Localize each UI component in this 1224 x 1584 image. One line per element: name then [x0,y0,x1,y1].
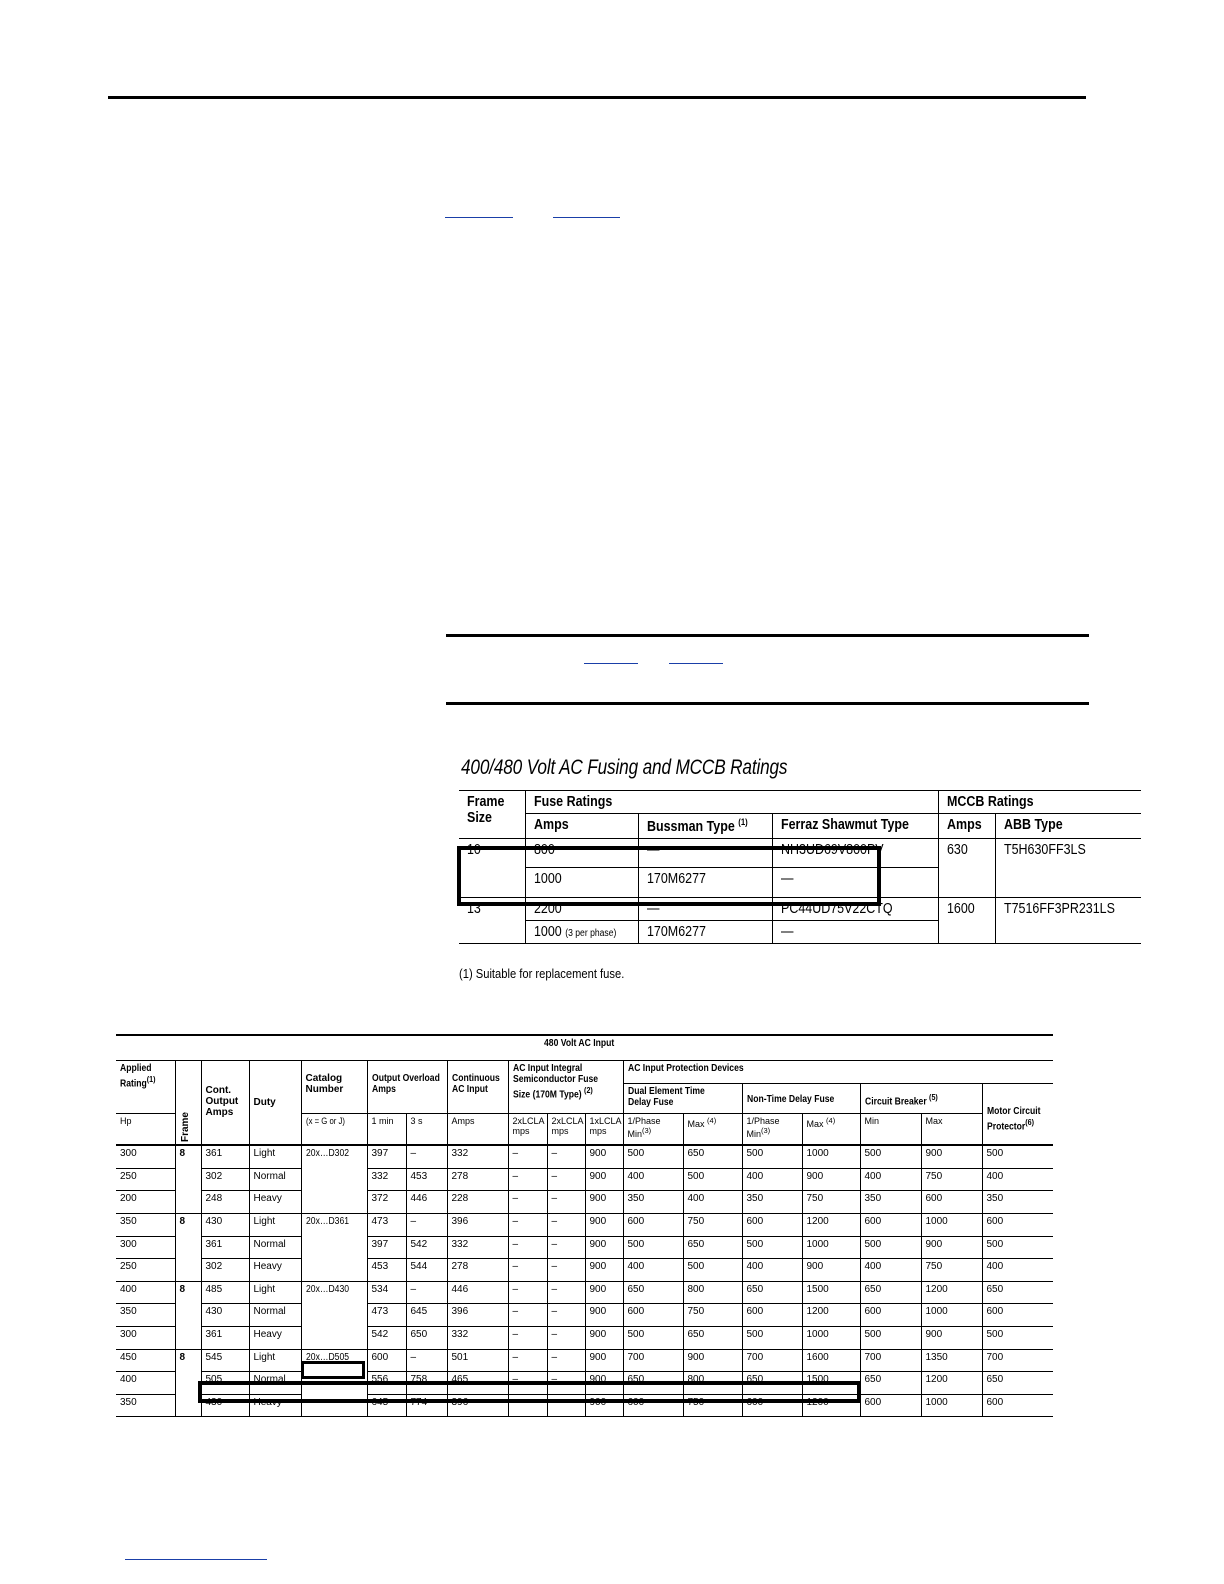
one-min-cell: 534 [367,1281,406,1304]
one-min-cell: 332 [367,1168,406,1191]
nontime-min-cell: 400 [742,1259,802,1282]
abb-type-header: ABB Type [995,814,1140,839]
catalog-subheader: (x = G or J) [301,1114,367,1146]
ac-input-cell: 501 [447,1349,508,1372]
dual-max-cell: 400 [683,1191,742,1214]
hp-cell: 200 [116,1191,175,1214]
frame-cell: 8 [175,1213,201,1281]
amps-subheader: Amps [447,1114,508,1146]
lcla2b-cell: – [547,1281,585,1304]
lcla2b-cell: – [547,1213,585,1236]
one-min-cell: 453 [367,1259,406,1282]
cb-max-cell: 1350 [921,1349,982,1372]
bussman-cell: 170M6277 [638,868,772,898]
lcla1-cell: 900 [585,1213,623,1236]
three-s-cell: 544 [406,1259,447,1282]
bussman-type-header: Bussman Type $^{(1)}$ [638,814,772,839]
dual-max-cell: 750 [683,1213,742,1236]
bussman-cell: 170M6277 [638,920,772,943]
duty-cell: Normal [249,1304,301,1327]
cb-min-cell: 700 [860,1349,921,1372]
dual-min-cell: 650 [623,1281,683,1304]
lcla1-cell: 900 [585,1349,623,1372]
lcla2b-cell: – [547,1168,585,1191]
three-s-cell: 453 [406,1168,447,1191]
cb-max-cell: 900 [921,1326,982,1349]
duty-cell: Light [249,1281,301,1304]
table1-footnote: (1) Suitable for replacement fuse. [459,966,625,981]
three-s-cell: 650 [406,1326,447,1349]
dual-min-cell: 350 [623,1191,683,1214]
lcla1-cell: 900 [585,1394,623,1417]
dual-max-subheader: Max $^{(4)}$ [683,1114,742,1146]
abb-cell: T5H630FF3LS [995,838,1140,897]
cb-min-cell: 600 [860,1213,921,1236]
ac-input-cell: 396 [447,1213,508,1236]
lcla1-cell: 900 [585,1168,623,1191]
amps-header: Amps [526,814,639,839]
three-s-cell: – [406,1281,447,1304]
dual-max-cell: 650 [683,1236,742,1259]
nontime-max-cell: 750 [802,1191,860,1214]
frame-cell: 8 [175,1349,201,1417]
nontime-max-cell: 1200 [802,1213,860,1236]
highlight-box-normal-duty-row [198,1381,861,1403]
cb-max-subheader: Max [921,1114,982,1146]
motor-circuit-header: Motor Circuit Protector$^{(6)}$ [982,1083,1053,1145]
nontime-max-cell: 1200 [802,1394,860,1417]
lcla2b-cell: – [547,1304,585,1327]
abb-cell: T7516FF3PR231LS [995,897,1140,943]
ac-input-cell: 228 [447,1191,508,1214]
hp-cell: 350 [116,1213,175,1236]
fuse-ratings-header: Fuse Ratings [526,791,939,814]
one-min-cell: 473 [367,1213,406,1236]
table2-title: 480 Volt AC Input [116,1035,1053,1061]
lcla2a-cell: – [508,1236,547,1259]
hp-cell: 350 [116,1304,175,1327]
cont-output-cell: 302 [201,1259,249,1282]
duty-cell: Heavy [249,1326,301,1349]
lcla2b-cell: – [547,1372,585,1395]
cb-max-cell: 1000 [921,1304,982,1327]
ac-input-cell: 278 [447,1259,508,1282]
lcla2a-cell: – [508,1281,547,1304]
ferraz-cell: — [772,920,938,943]
bussman-cell: — [638,838,772,868]
dual-min-cell: 600 [623,1213,683,1236]
footer-link[interactable] [125,1559,267,1560]
one-min-cell: 473 [367,1304,406,1327]
cb-max-cell: 900 [921,1145,982,1168]
ac-input-cell: 278 [447,1168,508,1191]
ac-input-cell: 332 [447,1145,508,1168]
lcla1-cell: 900 [585,1191,623,1214]
applied-rating-header: Applied Rating$^{(1)}$ [116,1061,175,1114]
nontime-max-cell: 1000 [802,1145,860,1168]
three-s-subheader: 3 s [406,1114,447,1146]
lcla2b-cell: – [547,1394,585,1417]
ac-input-ratings-table [116,1034,1053,1417]
catalog-number: 20x…D430 [305,1283,349,1295]
lcla2b-subheader: 2xLCLA mps [547,1114,585,1146]
hp-subheader: Hp [116,1114,175,1146]
hp-cell: 400 [116,1281,175,1304]
nontime-max-cell: 900 [802,1259,860,1282]
integral-fuse-header: AC Input Integral Semiconductor Fuse Size (170M Type) $^{(2)}$ [508,1061,623,1114]
nontime-min-cell: 600 [742,1394,802,1417]
frame-cell: 10 [459,838,526,897]
dual-min-cell: 400 [623,1259,683,1282]
duty-cell: Normal [249,1236,301,1259]
catalog-number-header: Catalog Number [301,1061,367,1114]
nontime-min-cell: 700 [742,1349,802,1372]
three-s-cell: 446 [406,1191,447,1214]
lcla2a-cell: – [508,1145,547,1168]
lcla2b-cell: – [547,1145,585,1168]
nontime-max-cell: 900 [802,1168,860,1191]
nontime-min-subheader: 1/Phase Min$^{(3)}$ [742,1114,802,1146]
lcla2a-cell: – [508,1191,547,1214]
nontime-min-cell: 350 [742,1191,802,1214]
one-min-cell: 372 [367,1191,406,1214]
cb-max-cell: 750 [921,1168,982,1191]
nontime-min-cell: 650 [742,1372,802,1395]
lcla2a-cell: – [508,1394,547,1417]
catalog-number: 20x…D505 [305,1351,349,1363]
one-min-subheader: 1 min [367,1114,406,1146]
cb-min-cell: 350 [860,1191,921,1214]
catalog-number: 20x…D361 [305,1215,349,1227]
nontime-max-cell: 1500 [802,1372,860,1395]
nontime-max-cell: 1000 [802,1236,860,1259]
cb-max-cell: 600 [921,1191,982,1214]
ferraz-cell: PC44UD75V22CTQ [772,897,938,920]
hp-cell: 250 [116,1259,175,1282]
nontime-min-cell: 500 [742,1236,802,1259]
note-link-1[interactable] [584,663,638,664]
table-row [116,1326,1053,1349]
mcp-cell: 650 [982,1281,1053,1304]
nontime-max-cell: 1000 [802,1326,860,1349]
lcla2b-cell: – [547,1349,585,1372]
table-row [116,1236,1053,1259]
output-overload-header: Output Overload Amps [367,1061,447,1114]
duty-header: Duty [249,1061,301,1146]
duty-cell: Normal [249,1168,301,1191]
nontime-max-subheader: Max $^{(4)}$ [802,1114,860,1146]
lcla1-cell: 900 [585,1326,623,1349]
nontime-max-cell: 1500 [802,1281,860,1304]
duty-cell: Light [249,1213,301,1236]
mcp-cell: 600 [982,1304,1053,1327]
lcla1-cell: 900 [585,1304,623,1327]
dual-min-cell: 500 [623,1145,683,1168]
cb-min-cell: 500 [860,1236,921,1259]
table-row [116,1304,1053,1327]
ac-input-cell: 396 [447,1394,508,1417]
frame-cell: 8 [175,1281,201,1349]
hp-cell: 450 [116,1349,175,1372]
note-link-2[interactable] [669,663,723,664]
dual-max-cell: 900 [683,1349,742,1372]
duty-cell: Normal [249,1372,301,1395]
frame-size-header: Frame Size [459,791,526,839]
catalog-cell [301,1213,367,1281]
hp-cell: 400 [116,1372,175,1395]
cb-max-cell: 900 [921,1236,982,1259]
nontime-min-cell: 500 [742,1326,802,1349]
one-min-cell: 556 [367,1372,406,1395]
mccb-amps-cell: 630 [938,838,995,897]
mccb-amps-header: Amps [938,814,995,839]
mcp-cell: 500 [982,1145,1053,1168]
duty-cell: Heavy [249,1259,301,1282]
cont-output-cell: 430 [201,1394,249,1417]
note-bottom-rule [446,702,1089,705]
table-row [116,1191,1053,1214]
highlight-box-frame10 [457,846,881,906]
dual-max-cell: 750 [683,1304,742,1327]
duty-cell: Heavy [249,1191,301,1214]
hp-cell: 250 [116,1168,175,1191]
bussman-cell: — [638,897,772,920]
dual-min-cell: 500 [623,1326,683,1349]
lcla1-cell: 900 [585,1236,623,1259]
ac-input-cell: 332 [447,1326,508,1349]
lcla1-cell: 900 [585,1145,623,1168]
cont-output-cell: 505 [201,1372,249,1395]
dual-max-cell: 750 [683,1394,742,1417]
ac-input-cell: 396 [447,1304,508,1327]
cb-max-cell: 1000 [921,1213,982,1236]
dual-max-cell: 500 [683,1168,742,1191]
cross-reference-link-1[interactable] [445,217,513,218]
cb-max-cell: 1000 [921,1394,982,1417]
cb-min-cell: 400 [860,1168,921,1191]
nontime-min-cell: 400 [742,1168,802,1191]
dual-min-cell: 400 [623,1168,683,1191]
ac-input-cell: 332 [447,1236,508,1259]
three-s-cell: 645 [406,1304,447,1327]
non-time-delay-header: Non-Time Delay Fuse [742,1083,860,1114]
hp-cell: 300 [116,1326,175,1349]
amps-cell: 1000 [526,868,639,898]
cont-output-cell: 361 [201,1236,249,1259]
cb-min-cell: 500 [860,1326,921,1349]
table1-title: 400/480 Volt AC Fusing and MCCB Ratings [461,756,788,779]
ferraz-cell: — [772,868,938,898]
nontime-min-cell: 500 [742,1145,802,1168]
cb-min-cell: 500 [860,1145,921,1168]
ferraz-cell: NH3UD69V800PV [772,838,938,868]
amps-cell: 1000 (3 per phase) [526,920,639,943]
dual-min-cell: 600 [623,1394,683,1417]
cb-min-cell: 650 [860,1372,921,1395]
dual-min-cell: 500 [623,1236,683,1259]
lcla2a-cell: – [508,1213,547,1236]
table-row [116,1349,1053,1372]
dual-max-cell: 650 [683,1145,742,1168]
mcp-cell: 600 [982,1213,1053,1236]
three-s-cell: – [406,1349,447,1372]
dual-min-cell: 700 [623,1349,683,1372]
cont-output-cell: 430 [201,1213,249,1236]
dual-max-cell: 800 [683,1281,742,1304]
catalog-cell [301,1281,367,1349]
one-min-cell: 542 [367,1326,406,1349]
lcla2b-cell: – [547,1236,585,1259]
nontime-max-cell: 1600 [802,1349,860,1372]
mccb-amps-cell: 1600 [938,897,995,943]
cont-output-cell: 361 [201,1326,249,1349]
lcla2a-cell: – [508,1326,547,1349]
dual-max-cell: 800 [683,1372,742,1395]
mcp-cell: 400 [982,1259,1053,1282]
cb-min-cell: 600 [860,1304,921,1327]
ac-input-cell: 446 [447,1281,508,1304]
lcla2a-cell: – [508,1259,547,1282]
one-min-cell: 397 [367,1145,406,1168]
dual-element-header: Dual Element Time Delay Fuse [623,1083,742,1114]
mcp-cell: 350 [982,1191,1053,1214]
note-top-rule [446,634,1089,637]
cb-min-subheader: Min [860,1114,921,1146]
mcp-cell: 600 [982,1394,1053,1417]
dual-min-subheader: 1/Phase Min$^{(3)}$ [623,1114,683,1146]
one-min-cell: 645 [367,1394,406,1417]
dual-max-cell: 500 [683,1259,742,1282]
duty-cell: Heavy [249,1394,301,1417]
table-row [116,1213,1053,1236]
cont-output-header: Cont. Output Amps [201,1061,249,1146]
nontime-max-cell: 1200 [802,1304,860,1327]
lcla2b-cell: – [547,1191,585,1214]
ac-input-cell: 465 [447,1372,508,1395]
highlight-box-catalog-d505 [301,1361,365,1379]
mcp-cell: 400 [982,1168,1053,1191]
lcla2a-cell: – [508,1168,547,1191]
cont-output-cell: 545 [201,1349,249,1372]
three-s-cell: – [406,1213,447,1236]
three-s-cell: – [406,1145,447,1168]
duty-cell: Light [249,1349,301,1372]
cb-min-cell: 650 [860,1281,921,1304]
cont-output-cell: 485 [201,1281,249,1304]
lcla2a-cell: – [508,1349,547,1372]
dual-min-cell: 600 [623,1304,683,1327]
one-min-cell: 397 [367,1236,406,1259]
cross-reference-link-2[interactable] [553,217,620,218]
amps-cell: 800 [526,838,639,868]
hp-cell: 300 [116,1236,175,1259]
mcp-cell: 500 [982,1236,1053,1259]
three-s-cell: 758 [406,1372,447,1395]
dual-max-cell: 650 [683,1326,742,1349]
ferraz-type-header: Ferraz Shawmut Type [772,814,938,839]
mcp-cell: 700 [982,1349,1053,1372]
lcla1-cell: 900 [585,1372,623,1395]
cont-output-cell: 302 [201,1168,249,1191]
nontime-min-cell: 600 [742,1304,802,1327]
nontime-min-cell: 650 [742,1281,802,1304]
header-rule [108,96,1086,99]
frame-header: Frame [175,1061,201,1146]
mcp-cell: 650 [982,1372,1053,1395]
amps-cell: 2200 [526,897,639,920]
three-s-cell: 774 [406,1394,447,1417]
cb-min-cell: 400 [860,1259,921,1282]
one-min-cell: 600 [367,1349,406,1372]
cb-max-cell: 1200 [921,1281,982,1304]
nontime-min-cell: 600 [742,1213,802,1236]
lcla1-cell: 900 [585,1281,623,1304]
lcla2a-cell: – [508,1304,547,1327]
lcla2a-subheader: 2xLCLA mps [508,1114,547,1146]
table-row [116,1281,1053,1304]
dual-min-cell: 650 [623,1372,683,1395]
lcla2b-cell: – [547,1326,585,1349]
protection-devices-header: AC Input Protection Devices [623,1061,1053,1084]
mccb-ratings-header: MCCB Ratings [938,791,1141,814]
three-s-cell: 542 [406,1236,447,1259]
lcla2a-cell: – [508,1372,547,1395]
hp-cell: 300 [116,1145,175,1168]
lcla2b-cell: – [547,1259,585,1282]
cb-max-cell: 1200 [921,1372,982,1395]
frame-cell: 13 [459,897,526,943]
table-row [116,1145,1053,1168]
lcla1-cell: 900 [585,1259,623,1282]
catalog-cell [301,1145,367,1213]
continuous-ac-header: Continuous AC Input [447,1061,508,1114]
frame-cell: 8 [175,1145,201,1213]
table-row [116,1259,1053,1282]
duty-cell: Light [249,1145,301,1168]
cb-min-cell: 600 [860,1394,921,1417]
cb-max-cell: 750 [921,1259,982,1282]
table-row [116,1168,1053,1191]
cont-output-cell: 248 [201,1191,249,1214]
catalog-number: 20x…D302 [305,1148,349,1160]
cont-output-cell: 361 [201,1145,249,1168]
hp-cell: 350 [116,1394,175,1417]
circuit-breaker-header: Circuit Breaker $^{(5)}$ [860,1083,982,1114]
lcla1-subheader: 1xLCLA mps [585,1114,623,1146]
cont-output-cell: 430 [201,1304,249,1327]
mcp-cell: 500 [982,1326,1053,1349]
